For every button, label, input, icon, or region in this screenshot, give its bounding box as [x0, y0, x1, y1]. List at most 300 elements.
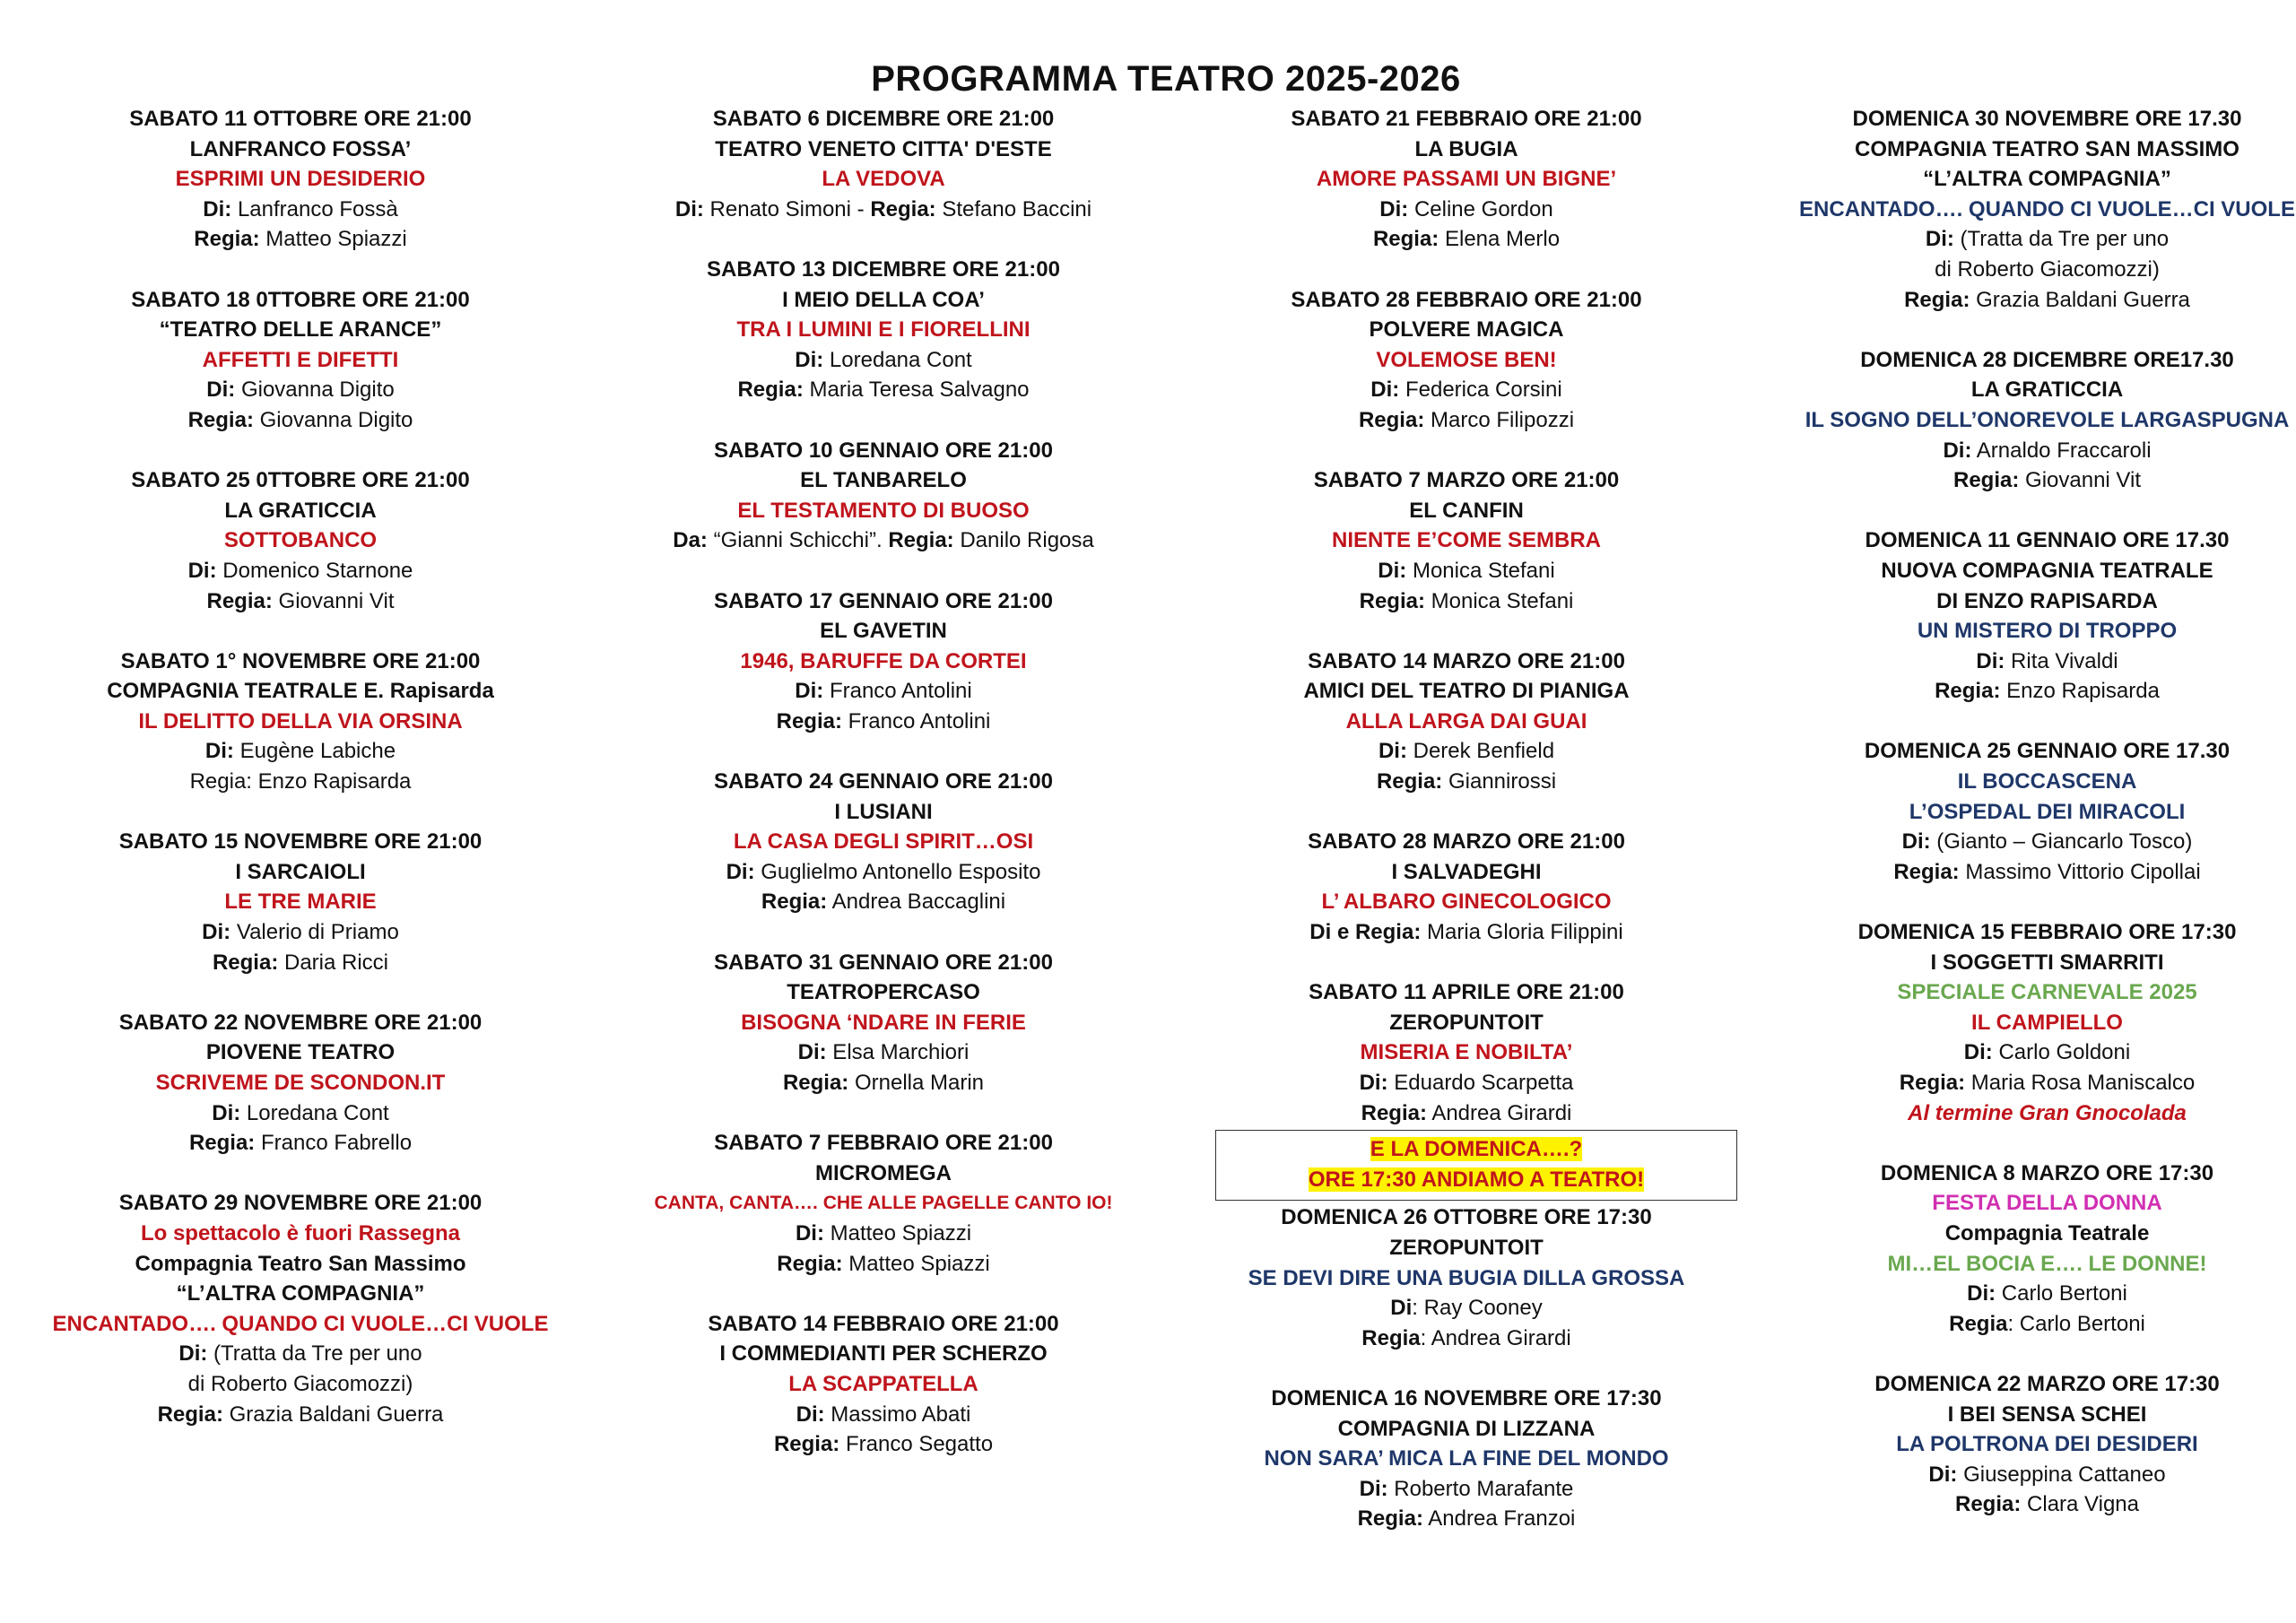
event-entry [1170, 1384, 1762, 1534]
credit-label: Da: [673, 528, 708, 553]
credit-text: Matteo Spiazzi [842, 1251, 990, 1276]
credit-text: Loredana Cont [240, 1100, 389, 1125]
credit-line [4, 224, 596, 255]
event-show-title: EL TESTAMENTO DI BUOSO [737, 498, 1030, 523]
event-company: EL TANBARELO [800, 468, 967, 493]
credit-line [4, 1369, 596, 1400]
credit-line [587, 1068, 1179, 1098]
credit-text: Monica Stefani [1406, 558, 1555, 583]
credit-line [1170, 1293, 1762, 1324]
event-entry [1753, 104, 2296, 315]
credit-label: Di: [187, 558, 217, 583]
event-show-title: ALLA LARGA DAI GUAI [1345, 708, 1587, 733]
event-entry [1753, 1369, 2296, 1520]
credit-line [4, 405, 596, 436]
credit-label: Di: [1370, 378, 1400, 403]
credit-label: Di: [795, 1220, 824, 1245]
credit-line [4, 736, 596, 767]
credit-label: Regia [1949, 1311, 2008, 1336]
credit-label: Regia: [1358, 407, 1425, 432]
credit-text: Elena Merlo [1439, 227, 1561, 252]
event-show-title: ESPRIMI UN DESIDERIO [175, 167, 426, 192]
credit-line [1170, 1474, 1762, 1505]
credit-label: Di: [795, 679, 824, 704]
event-show-title: VOLEMOSE BEN! [1376, 347, 1557, 372]
event-company: ZEROPUNTOIT [1389, 1010, 1544, 1035]
credit-text: Giovanni Vit [272, 588, 395, 613]
event-show-title: LA CASA DEGLI SPIRIT…OSI [733, 829, 1034, 855]
credit-line [4, 1128, 596, 1159]
event-show-title: AMORE PASSAMI UN BIGNE’ [1316, 167, 1617, 192]
event-date: SABATO 22 NOVEMBRE ORE 21:00 [118, 1010, 483, 1035]
credit-text: : Ray Cooney [1412, 1296, 1543, 1321]
event-entry [1170, 465, 1762, 616]
credit-line [587, 195, 1179, 225]
credit-line [587, 1037, 1179, 1068]
credit-text: Matteo Spiazzi [823, 1220, 972, 1245]
event-entry [1170, 1202, 1762, 1353]
event-date: DOMENICA 11 GENNAIO ORE 17.30 [1865, 528, 2230, 553]
credit-line [1753, 436, 2296, 466]
credit-text: Guglielmo Antonello Esposito [754, 859, 1041, 884]
credit-text: Roberto Marafante [1387, 1476, 1574, 1501]
credit-line [587, 1219, 1179, 1249]
event-date: DOMENICA 8 MARZO ORE 17:30 [1880, 1160, 2214, 1185]
credit-label: Di: [1359, 1071, 1388, 1095]
credit-line [1170, 1098, 1762, 1129]
event-company: I BEI SENSA SCHEI [1947, 1402, 2147, 1427]
credit-text: Maria Teresa Salvagno [803, 378, 1030, 403]
credit-label: Regia: [1935, 679, 2001, 704]
event-company: PIOVENE TEATRO [205, 1040, 396, 1065]
credit-text: (Tratta da Tre per uno [207, 1341, 422, 1367]
page-title: PROGRAMMA TEATRO 2025-2026 [871, 59, 1461, 99]
credit-label: Di: [726, 859, 755, 884]
event-company: IL BOCCASCENA [1957, 769, 2137, 794]
credit-text: Clara Vigna [2021, 1492, 2139, 1517]
event-entry [4, 104, 596, 255]
event-show-title: LE TRE MARIE [224, 890, 377, 915]
event-date: SABATO 25 0TTOBRE ORE 21:00 [131, 468, 470, 493]
event-show-title: SOTTOBANCO [223, 528, 378, 553]
credit-line [1170, 405, 1762, 436]
credit-line [4, 917, 596, 948]
event-date: SABATO 21 FEBBRAIO ORE 21:00 [1291, 107, 1642, 131]
event-entry [587, 104, 1179, 224]
credit-line [1170, 1504, 1762, 1534]
credit-line [587, 1400, 1179, 1430]
credit-text: Celine Gordon [1408, 196, 1553, 221]
event-company: TEATRO VENETO CITTA' D'ESTE [715, 136, 1052, 161]
credit-line [4, 1339, 596, 1369]
credit-label: Regia: [870, 196, 936, 221]
event-date: SABATO 29 NOVEMBRE ORE 21:00 [118, 1191, 483, 1216]
credit-label: Regia: [888, 528, 954, 553]
credit-label: Regia: [206, 588, 273, 613]
event-company: LANFRANCO FOSSA’ [189, 136, 412, 161]
credit-line [1170, 556, 1762, 586]
credit-text: Arnaldo Fraccaroli [1971, 438, 2152, 463]
event-company: Compagnia Teatro San Massimo [135, 1251, 466, 1276]
credit-text: Andrea Girardi [1426, 1100, 1572, 1125]
event-date: SABATO 17 GENNAIO ORE 21:00 [714, 588, 1053, 613]
credit-label: Di: [795, 347, 824, 372]
event-company: EL GAVETIN [820, 619, 947, 644]
credit-text: Danilo Rigosa [953, 528, 1094, 553]
credit-label: Di: [202, 920, 231, 945]
credit-text: Giovanni Vit [2019, 468, 2141, 493]
event-date: SABATO 14 MARZO ORE 21:00 [1308, 648, 1625, 673]
event-company: COMPAGNIA TEATRO SAN MASSIMO [1855, 136, 2239, 161]
event-date: DOMENICA 30 NOVEMBRE ORE 17.30 [1852, 107, 2242, 131]
event-entry [1753, 917, 2296, 1128]
credit-label: Regia: [1361, 1100, 1427, 1125]
credit-line [4, 1400, 596, 1430]
credit-line [587, 375, 1179, 405]
credit-line [1753, 465, 2296, 496]
column-1 [4, 104, 596, 1460]
credit-line [1753, 1279, 2296, 1309]
event-company: “L’ALTRA COMPAGNIA” [176, 1281, 425, 1306]
credit-label: Regia: [1376, 769, 1443, 794]
event-date: SABATO 10 GENNAIO ORE 21:00 [714, 438, 1053, 463]
credit-label: Regia: [773, 1432, 840, 1457]
event-show-title: MI…EL BOCIA E…. LE DONNE! [1887, 1251, 2207, 1276]
column-3 [1170, 104, 1762, 1565]
credit-line [1753, 1037, 2296, 1068]
event-show-title: UN MISTERO DI TROPPO [1917, 619, 2178, 644]
event-show-title: SCRIVEME DE SCONDON.IT [155, 1071, 446, 1095]
credit-text: Domenico Starnone [216, 558, 413, 583]
event-entry [587, 767, 1179, 917]
credit-line [1753, 676, 2296, 707]
credit-line [4, 1098, 596, 1129]
credit-line [1170, 1324, 1762, 1354]
credit-text: Franco Segatto [839, 1432, 994, 1457]
event-show-title: LA VEDOVA [822, 167, 945, 192]
event-show-title: ENCANTADO…. QUANDO CI VUOLE…CI VUOLE [1799, 196, 2295, 221]
event-date: SABATO 11 APRILE ORE 21:00 [1309, 980, 1624, 1005]
event-show-title: IL DELITTO DELLA VIA ORSINA [138, 708, 463, 733]
event-company: I SALVADEGHI [1391, 859, 1542, 884]
event-company: NUOVA COMPAGNIA TEATRALE [1881, 558, 2213, 583]
event-theme: FESTA DELLA DONNA [1932, 1191, 2162, 1216]
credit-line [1753, 1068, 2296, 1098]
event-company: I SOGGETTI SMARRITI [1930, 950, 2164, 975]
credit-label: Di e Regia: [1309, 920, 1422, 945]
credit-line [1753, 647, 2296, 677]
event-company: LA GRATICCIA [1970, 378, 2124, 403]
credit-text: Daria Ricci [278, 950, 389, 975]
credit-line [587, 1249, 1179, 1280]
event-company: ZEROPUNTOIT [1389, 1235, 1544, 1260]
credit-line [587, 525, 1179, 556]
credit-text: di Roberto Giacomozzi) [1935, 256, 2160, 282]
event-date: SABATO 31 GENNAIO ORE 21:00 [714, 950, 1053, 975]
credit-label: Regia: [1953, 468, 2020, 493]
credit-label: Di: [1379, 196, 1409, 221]
event-extra: Al termine Gran Gnocolada [1908, 1100, 2187, 1125]
credit-label: Regia: [776, 708, 842, 733]
credit-text: Elsa Marchiori [826, 1040, 970, 1065]
credit-line [1753, 857, 2296, 888]
event-date: DOMENICA 28 DICEMBRE ORE17.30 [1860, 347, 2234, 372]
event-show-title: AFFETTI E DIFETTI [202, 347, 399, 372]
credit-label: Di: [796, 1402, 825, 1427]
credit-line [1170, 736, 1762, 767]
credit-label: Di: [797, 1040, 827, 1065]
credit-text: Maria Rosa Maniscalco [1965, 1071, 2196, 1095]
event-date: SABATO 6 DICEMBRE ORE 21:00 [712, 107, 1055, 131]
credit-text: Grazia Baldani Guerra [222, 1402, 444, 1427]
event-show-title: LA POLTRONA DEI DESIDERI [1896, 1432, 2198, 1457]
credit-text: Federica Corsini [1399, 378, 1562, 403]
credit-text: Carlo Bertoni [1996, 1281, 2127, 1306]
event-show-title: IL CAMPIELLO [1971, 1010, 2123, 1035]
event-show-title: ENCANTADO…. QUANDO CI VUOLE…CI VUOLE [52, 1311, 549, 1336]
credit-text: (Gianto – Giancarlo Tosco) [1930, 829, 2193, 855]
credit-line [4, 195, 596, 225]
credit-text: Franco Antolini [841, 708, 991, 733]
event-entry [4, 827, 596, 977]
credit-line [1753, 827, 2296, 857]
credit-text: Renato Simoni - [703, 196, 871, 221]
credit-label: Di: [206, 378, 236, 403]
event-show-title: SE DEVI DIRE UNA BUGIA DILLA GROSSA [1248, 1265, 1685, 1290]
event-company: “TEATRO DELLE ARANCE” [159, 317, 442, 343]
event-company: I SARCAIOLI [235, 859, 366, 884]
credit-label: Regia: [777, 1251, 843, 1276]
credit-line [587, 1429, 1179, 1460]
credit-text: Marco Filipozzi [1424, 407, 1575, 432]
credit-label: Di: [1943, 438, 1972, 463]
event-entry [1753, 736, 2296, 887]
credit-label: Di: [674, 196, 704, 221]
credit-label: Di: [204, 739, 234, 764]
credit-line [1170, 224, 1762, 255]
event-date: SABATO 1° NOVEMBRE ORE 21:00 [120, 648, 481, 673]
credit-label: Regia: [737, 378, 804, 403]
event-date: SABATO 13 DICEMBRE ORE 21:00 [707, 256, 1060, 282]
credit-text: Derek Benfield [1406, 739, 1555, 764]
credit-text: Andrea Baccaglini [827, 890, 1006, 915]
event-company: COMPAGNIA TEATRALE E. Rapisarda [107, 679, 494, 704]
event-entry [4, 465, 596, 616]
event-company: EL CANFIN [1409, 498, 1524, 523]
credit-text: Regia: Enzo Rapisarda [189, 769, 412, 794]
credit-label: Regia: [187, 407, 254, 432]
credit-line [587, 887, 1179, 917]
event-entry [587, 1128, 1179, 1279]
event-company: TEATROPERCASO [787, 980, 980, 1005]
event-show-title: L’OSPEDAL DEI MIRACOLI [1909, 799, 2186, 824]
credit-line [1753, 1309, 2296, 1340]
event-entry [1170, 285, 1762, 436]
event-show-title: IL SOGNO DELL’ONOREVOLE LARGASPUGNA [1805, 407, 2290, 432]
event-show-title: NIENTE E’COME SEMBRA [1331, 528, 1602, 553]
event-date: DOMENICA 25 GENNAIO ORE 17.30 [1864, 739, 2231, 764]
event-entry [1753, 345, 2296, 496]
sunday-notice-line [1216, 1134, 1736, 1165]
event-show-title: L’ ALBARO GINECOLOGICO [1321, 890, 1612, 915]
credit-text: Eduardo Scarpetta [1387, 1071, 1574, 1095]
credit-text: Enzo Rapisarda [2000, 679, 2160, 704]
credit-line [587, 857, 1179, 888]
event-company: AMICI DEL TEATRO DI PIANIGA [1303, 679, 1630, 704]
credit-label: Di: [178, 1341, 208, 1367]
credit-label: Di: [1378, 739, 1407, 764]
event-date: SABATO 24 GENNAIO ORE 21:00 [714, 769, 1053, 794]
credit-text: Giuseppina Cattaneo [1957, 1462, 2166, 1487]
credit-label: Di: [212, 1100, 241, 1125]
credit-text: Franco Antolini [823, 679, 972, 704]
credit-label: Di: [1378, 558, 1407, 583]
sunday-notice-box [1215, 1130, 1737, 1201]
credit-line [1170, 917, 1762, 948]
credit-line [4, 767, 596, 797]
credit-text: Giovanna Digito [235, 378, 395, 403]
credit-label: Regia [1361, 1325, 1421, 1350]
credit-label: Regia: [212, 950, 279, 975]
event-company: LA GRATICCIA [224, 498, 377, 523]
sunday-notice-line [1216, 1165, 1736, 1195]
credit-label: Regia: [761, 890, 828, 915]
event-entry [4, 285, 596, 436]
credit-label: Di: [1928, 1462, 1958, 1487]
credit-label: Regia: [782, 1071, 849, 1095]
credit-line [4, 586, 596, 617]
event-date: SABATO 11 OTTOBRE ORE 21:00 [129, 107, 472, 131]
credit-line [1170, 586, 1762, 617]
credit-label: Di: [1976, 648, 2005, 673]
event-show-title: CANTA, CANTA…. CHE ALLE PAGELLE CANTO IO! [654, 1193, 1113, 1214]
credit-label: Di: [1963, 1040, 1993, 1065]
event-company: LA BUGIA [1414, 136, 1518, 161]
sunday-notice-text: E LA DOMENICA….? [1370, 1137, 1583, 1162]
credit-text: “Gianni Schicchi”. [707, 528, 889, 553]
event-entry [587, 1309, 1179, 1460]
credit-line [1753, 255, 2296, 285]
credit-line [587, 707, 1179, 737]
event-entry [587, 586, 1179, 737]
column-2 [587, 104, 1179, 1489]
credit-text: Andrea Franzoi [1422, 1506, 1576, 1532]
event-company: “L’ALTRA COMPAGNIA” [1923, 167, 2171, 192]
event-company: COMPAGNIA DI LIZZANA [1337, 1416, 1596, 1441]
credit-label: Regia: [1893, 859, 1960, 884]
credit-label: Di: [1901, 829, 1931, 855]
event-date: SABATO 28 MARZO ORE 21:00 [1308, 829, 1625, 855]
credit-line [1753, 1460, 2296, 1490]
event-entry [1753, 1159, 2296, 1340]
event-entry [4, 1008, 596, 1159]
credit-text: Franco Fabrello [255, 1131, 413, 1156]
event-show-title: NON SARA’ MICA LA FINE DEL MONDO [1264, 1446, 1669, 1471]
credit-text: Grazia Baldani Guerra [1970, 287, 2190, 312]
credit-label: Regia: [1955, 1492, 2022, 1517]
credit-text: Massimo Vittorio Cipollai [1959, 859, 2201, 884]
credit-text: Massimo Abati [824, 1402, 971, 1427]
event-show-title: LA SCAPPATELLA [788, 1371, 978, 1396]
event-entry [587, 436, 1179, 556]
credit-label: Di: [203, 196, 232, 221]
credit-line [1170, 195, 1762, 225]
credit-line [1170, 767, 1762, 797]
credit-label: Di: [1967, 1281, 1996, 1306]
event-show-title: 1946, BARUFFE DA CORTEI [740, 648, 1027, 673]
credit-line [587, 345, 1179, 376]
credit-text: : Andrea Girardi [1420, 1325, 1571, 1350]
column-4 [1753, 104, 2296, 1550]
event-date: SABATO 15 NOVEMBRE ORE 21:00 [118, 829, 483, 855]
credit-text: di Roberto Giacomozzi) [187, 1371, 413, 1396]
credit-text: Lanfranco Fossà [231, 196, 398, 221]
credit-line [4, 948, 596, 978]
event-company: Compagnia Teatrale [1944, 1220, 2150, 1245]
event-entry [1170, 104, 1762, 255]
credit-line [1753, 285, 2296, 316]
event-company: I COMMEDIANTI PER SCHERZO [719, 1341, 1048, 1367]
event-entry [4, 647, 596, 797]
credit-line [587, 676, 1179, 707]
credit-line [1170, 1068, 1762, 1098]
credit-line [1170, 375, 1762, 405]
event-show-title: BISOGNA ‘NDARE IN FERIE [741, 1010, 1026, 1035]
credit-label: Regia: [1899, 1071, 1966, 1095]
credit-label: Regia: [157, 1402, 223, 1427]
event-entry [587, 255, 1179, 405]
credit-line [1753, 1489, 2296, 1520]
event-date: DOMENICA 22 MARZO ORE 17:30 [1874, 1371, 2220, 1396]
sunday-notice-text: ORE 17:30 ANDIAMO A TEATRO! [1308, 1167, 1645, 1192]
credit-text: Giannirossi [1442, 769, 1557, 794]
credit-text: Stefano Baccini [935, 196, 1092, 221]
credit-label: Di: [1359, 1476, 1388, 1501]
event-entry [1753, 525, 2296, 707]
event-entry [1170, 827, 1762, 947]
credit-text: Valerio di Priamo [230, 920, 399, 945]
event-show-title: TRA I LUMINI E I FIORELLINI [736, 317, 1031, 343]
event-note: Lo spettacolo è fuori Rassegna [140, 1220, 461, 1245]
credit-text: Rita Vivaldi [2005, 648, 2118, 673]
event-date: DOMENICA 16 NOVEMBRE ORE 17:30 [1271, 1385, 1662, 1410]
event-show-title: MISERIA E NOBILTA’ [1360, 1040, 1573, 1065]
credit-label: Regia: [188, 1131, 256, 1156]
event-entry [587, 948, 1179, 1098]
credit-label: Regia: [1372, 227, 1439, 252]
credit-label: Regia: [1359, 588, 1425, 613]
credit-line [4, 375, 596, 405]
event-date: DOMENICA 15 FEBBRAIO ORE 17:30 [1857, 920, 2237, 945]
credit-label: Regia: [194, 227, 260, 252]
event-company: DI ENZO RAPISARDA [1936, 588, 2158, 613]
credit-label: Di [1390, 1296, 1413, 1321]
credit-text: (Tratta da Tre per uno [1953, 227, 2170, 252]
event-date: SABATO 7 MARZO ORE 21:00 [1313, 468, 1620, 493]
event-date: SABATO 28 FEBBRAIO ORE 21:00 [1291, 287, 1642, 312]
credit-text: Carlo Goldoni [1992, 1040, 2131, 1065]
event-entry [1170, 647, 1762, 797]
credit-label: Regia: [1904, 287, 1970, 312]
credit-text: Ornella Marin [848, 1071, 985, 1095]
credit-text: : Carlo Bertoni [2007, 1311, 2145, 1336]
event-entry [4, 1188, 596, 1429]
event-company: I LUSIANI [834, 799, 933, 824]
credit-text: Loredana Cont [823, 347, 972, 372]
event-special: SPECIALE CARNEVALE 2025 [1897, 980, 2197, 1005]
event-company: MICROMEGA [815, 1160, 952, 1185]
credit-label: Di: [1925, 227, 1954, 252]
